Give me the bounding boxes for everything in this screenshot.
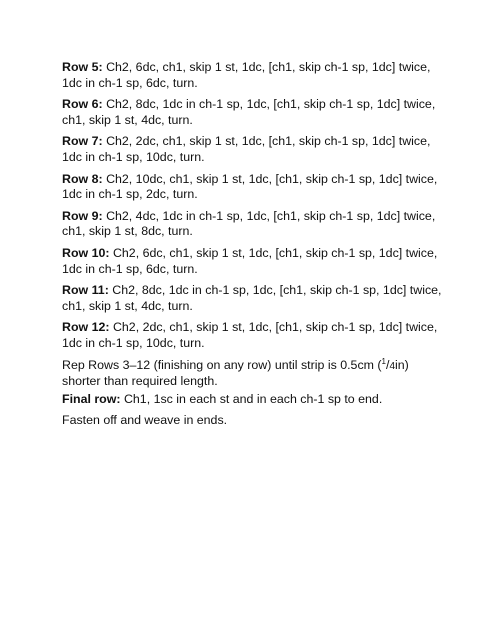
row-text: Ch1, 1sc in each st and in each ch-1 sp to end. [120,391,383,406]
row-text: Ch2, 6dc, ch1, skip 1 st, 1dc, [ch1, skip ch-1 sp, 1dc] twice, 1dc in ch-1 sp, 6dc, turn. [62,245,438,276]
row-text: Ch2, 10dc, ch1, skip 1 st, 1dc, [ch1, skip ch-1 sp, 1dc] twice, 1dc in ch-1 sp, 2dc, turn. [62,171,438,202]
row-label: Row 10: [62,245,110,260]
row-7-instruction [62,134,442,165]
fraction-separator: / [386,357,390,372]
row-10-instruction [62,246,442,277]
repeat-text-after: in) shorter than required length. [62,357,409,389]
row-text: Ch2, 2dc, ch1, skip 1 st, 1dc, [ch1, skip ch-1 sp, 1dc] twice, 1dc in ch-1 sp, 10dc, turn. [62,134,431,164]
row-label: Final row: [62,391,121,406]
row-9-instruction [62,209,442,240]
final-row-instruction [62,392,442,408]
row-label: Row 11: [62,283,109,298]
row-label: Row 5: [62,60,103,74]
row-12-instruction [62,320,442,351]
row-8-instruction [62,172,442,203]
row-label: Row 9: [62,208,103,223]
row-11-instruction [62,283,442,314]
row-6-instruction [62,97,442,128]
row-label: Row 6: [62,97,103,112]
row-text: Ch2, 2dc, ch1, skip 1 st, 1dc, [ch1, skip ch-1 sp, 1dc] twice, 1dc in ch-1 sp, 10dc, turn. [62,320,438,350]
row-label: Row 12: [62,320,110,335]
repeat-text-before: Rep Rows 3–12 (finishing on any row) until strip is 0.5cm ( [62,357,382,372]
row-text: Ch2, 4dc, 1dc in ch-1 sp, 1dc, [ch1, skip ch-1 sp, 1dc] twice, ch1, skip 1 st, 8dc, turn. [62,208,436,239]
row-5-instruction [62,60,442,91]
row-text: Ch2, 6dc, ch1, skip 1 st, 1dc, [ch1, skip ch-1 sp, 1dc] twice, 1dc in ch-1 sp, 6dc, turn. [62,60,431,90]
row-label: Row 7: [62,134,103,149]
fraction-denominator: 4 [389,360,396,372]
fraction-numerator: 1 [381,356,386,366]
fasten-off-instruction: Fasten off and weave in ends. [62,413,228,428]
row-label: Row 8: [62,171,103,186]
row-text: Ch2, 8dc, 1dc in ch-1 sp, 1dc, [ch1, skip ch-1 sp, 1dc] twice, ch1, skip 1 st, 4dc, turn. [62,283,442,313]
pattern-instructions [62,60,442,435]
row-text: Ch2, 8dc, 1dc in ch-1 sp, 1dc, [ch1, skip ch-1 sp, 1dc] twice, ch1, skip 1 st, 4dc, turn. [62,97,436,127]
repeat-instruction [62,358,442,390]
